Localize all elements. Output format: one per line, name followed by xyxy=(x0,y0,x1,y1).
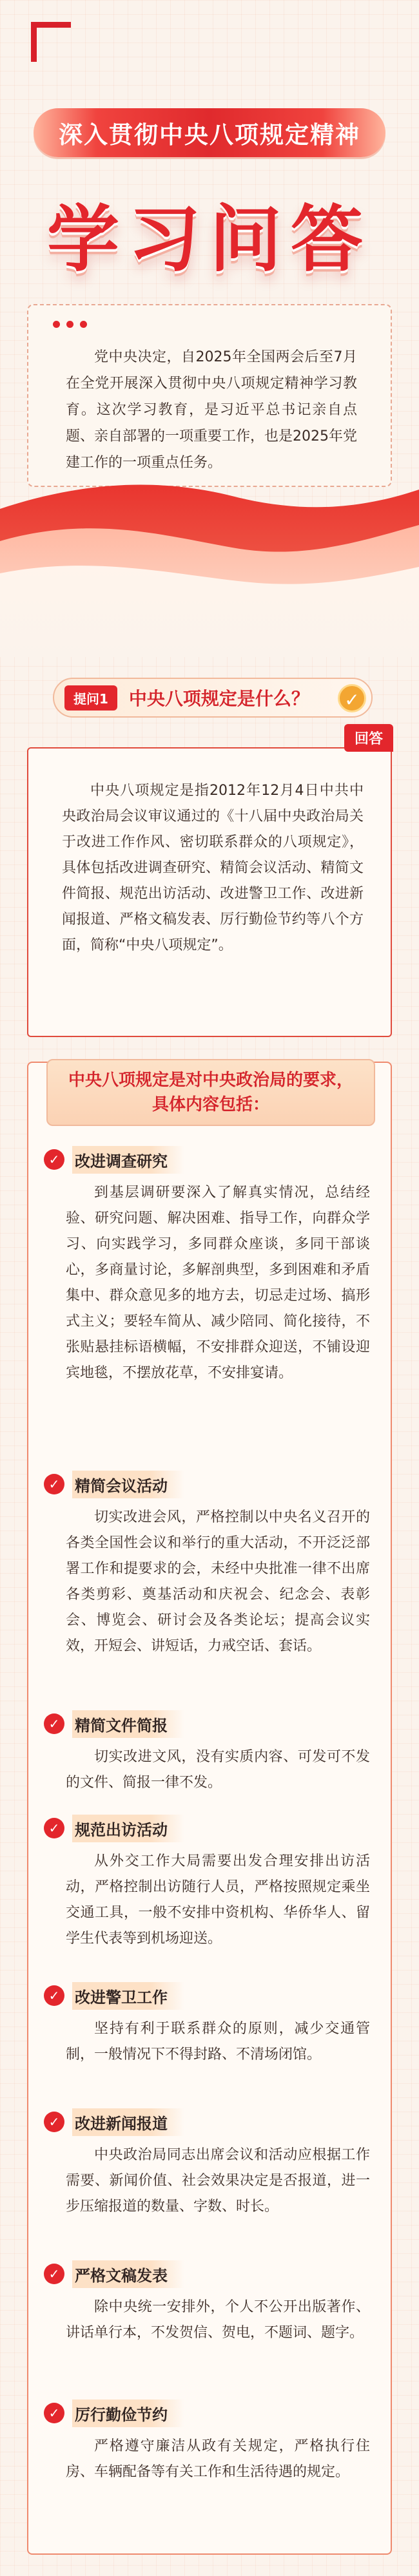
check-icon: ✓ xyxy=(44,1818,64,1838)
section-item xyxy=(44,1981,376,2068)
section-item xyxy=(44,2108,376,2220)
content-header-line1: 中央八项规定是对中央政治局的要求， xyxy=(68,1071,353,1090)
section-text: 从外交工作大局需要出发合理安排出访活动，严格控制出访随行人员，严格按照规定乘坐交通工具，一般不安排中资机构、华侨华人、留学生代表等到机场迎送。 xyxy=(66,1853,370,1947)
section-item xyxy=(44,1145,376,1386)
checkmark-badge-icon: ✓ xyxy=(338,684,366,712)
question-bar xyxy=(53,678,373,718)
check-icon: ✓ xyxy=(44,1474,64,1494)
intro-text: 党中央决定，自2025年全国两会后至7月在全党开展深入贯彻中央八项规定精神学习教育。这次学习教育，是习近平总书记亲自点题、亲自部署的一项重要工作，也是2025年党建工作的一项重点任务。 xyxy=(66,349,357,471)
section-title: 严格文稿发表 xyxy=(72,2260,184,2288)
check-icon: ✓ xyxy=(44,2112,64,2132)
section-item xyxy=(44,2399,376,2485)
section-text: 切实改进文风，没有实质内容、可发可不发的文件、简报一律不发。 xyxy=(66,1749,370,1791)
section-text: 严格遵守廉洁从政有关规定，严格执行住房、车辆配备等有关工作和生活待遇的规定。 xyxy=(66,2438,370,2480)
check-icon: ✓ xyxy=(44,2264,64,2284)
section-text: 除中央统一安排外，个人不公开出版著作、讲话单行本，不发贺信、贺电，不题词、题字。 xyxy=(66,2299,370,2341)
section-title: 改进新闻报道 xyxy=(72,2108,184,2136)
section-title: 规范出访活动 xyxy=(72,1815,184,1842)
section-title: 精简文件简报 xyxy=(72,1710,184,1738)
section-item xyxy=(44,1470,376,1659)
check-icon: ✓ xyxy=(44,1713,64,1734)
section-title: 精简会议活动 xyxy=(72,1471,184,1498)
corner-bracket-decoration xyxy=(31,22,71,62)
header-banner xyxy=(34,108,385,157)
section-item xyxy=(44,1710,376,1796)
check-icon: ✓ xyxy=(44,2403,64,2423)
dots-decoration xyxy=(53,321,87,328)
content-header xyxy=(46,1059,375,1126)
answer-box xyxy=(27,731,392,1037)
section-text: 中央政治局同志出席会议和活动应根据工作需要、新闻价值、社会效果决定是否报道，进一步压缩报道的数量、字数、时长。 xyxy=(66,2147,370,2215)
section-text: 到基层调研要深入了解真实情况，总结经验、研究问题、解决困难、指导工作，向群众学习、向实践学习，多同群众座谈，多同干部谈心，多商量讨论，多解剖典型，多到困难和矛盾集中、群众意见多的地方去，切忌走过场、搞形式主义；要轻车简从、减少陪同、简化接待，不张贴悬挂标语横幅，不安排群众迎送，不铺设迎宾地毯，不摆放花草，不安排宴请。 xyxy=(66,1185,370,1381)
section-item xyxy=(44,1814,376,1952)
check-icon: ✓ xyxy=(44,1985,64,2006)
section-item xyxy=(44,2260,376,2346)
question-tag: 提问1 xyxy=(64,685,117,711)
wave-decoration xyxy=(0,464,419,657)
intro-card xyxy=(27,304,392,487)
question-text: 中央八项规定是什么？ xyxy=(128,688,309,709)
check-icon: ✓ xyxy=(44,1149,64,1170)
content-header-line2: 具体内容包括： xyxy=(151,1095,269,1114)
answer-tab: 回答 xyxy=(344,724,393,752)
section-title: 改进警卫工作 xyxy=(72,1982,184,2010)
section-title: 厉行勤俭节约 xyxy=(72,2399,184,2427)
section-title: 改进调查研究 xyxy=(72,1146,184,1174)
content-box xyxy=(27,1062,392,2555)
section-text: 切实改进会风，严格控制以中央名义召开的各类全国性会议和举行的重大活动，不开泛泛部署工作和提要求的会，未经中央批准一律不出席各类剪彩、奠基活动和庆祝会、纪念会、表彰会、博览会、研讨会及各类论坛；提高会议实效，开短会、讲短话，力戒空话、套话。 xyxy=(66,1509,370,1654)
section-text: 坚持有利于联系群众的原则，减少交通管制，一般情况下不得封路、不清场闭馆。 xyxy=(66,2021,370,2063)
answer-text: 中央八项规定是指2012年12月4日中共中央政治局会议审议通过的《十八届中央政治局关于改进工作作风、密切联系群众的八项规定》，具体包括改进调查研究、精简会议活动、精简文件简报、规范出访活动、改进警卫工作、改进新闻报道、严格文稿发表、厉行勤俭节约等八个方面，简称“中央八项规定”。 xyxy=(62,783,364,953)
page-title: 学习问答 xyxy=(47,198,372,281)
banner-title: 深入贯彻中央八项规定精神 xyxy=(59,121,360,149)
